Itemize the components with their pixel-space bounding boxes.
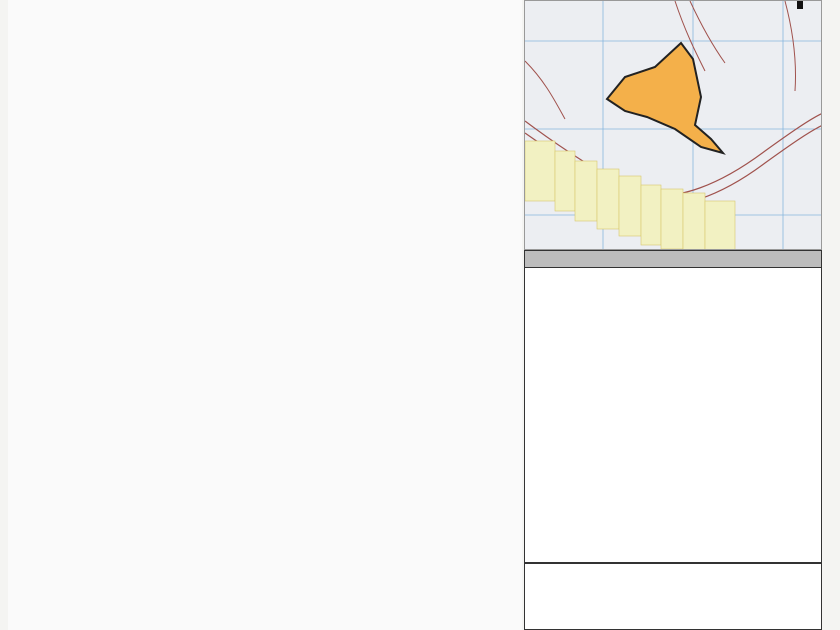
- notice-box: [524, 563, 822, 630]
- property-data-table: [8, 0, 522, 630]
- facade-photo-area: [524, 268, 822, 563]
- facade-photo-header: [524, 250, 822, 268]
- map-svg: [525, 1, 822, 250]
- cadastral-map: [524, 0, 822, 250]
- right-margin: [822, 0, 840, 630]
